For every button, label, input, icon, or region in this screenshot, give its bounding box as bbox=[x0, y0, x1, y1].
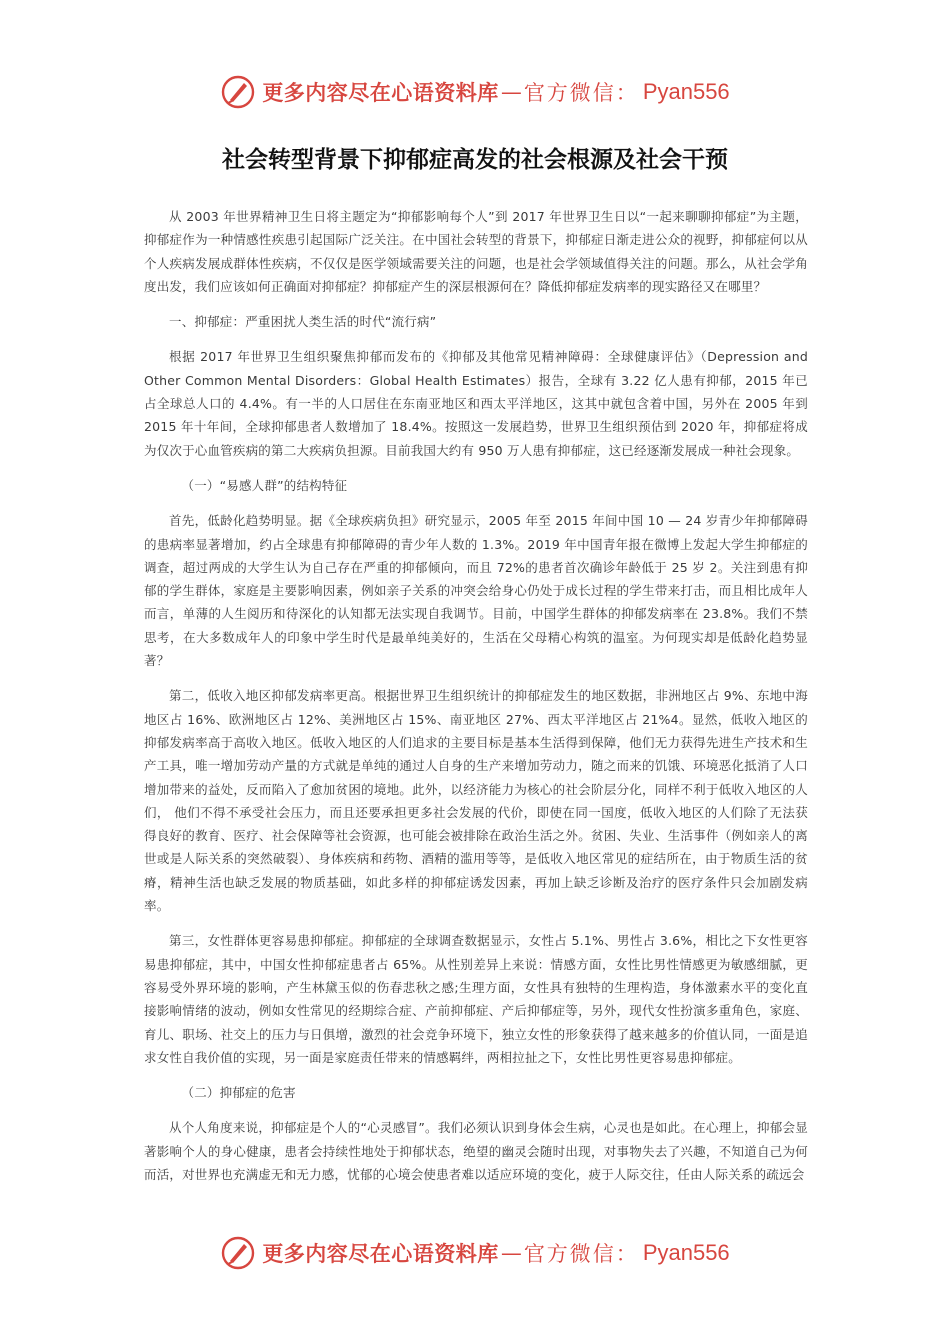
footer-banner bbox=[0, 1233, 950, 1273]
header-banner bbox=[0, 72, 950, 112]
quill-logo-icon bbox=[220, 1235, 256, 1271]
body-paragraph: 根据 2017 年世界卫生组织聚焦抑郁而发布的《抑郁及其他常见精神障碍：全球健康评估》（Depression and Other Common Mental Disorders：Global Health Estimates）报告，全球有 3.22 亿人患有抑郁，2015 年已占全球总人口的 4.4%。有一半的人口居住在东南亚地区和西太平洋地区，这其中就包含着中国，另外在 2005 年到 2015 年十年间，全球抑郁患者人数增加了 18.4%。按照这一发展趋势，世界卫生组织预估到 2020 年，抑郁症将成为仅次于心血管疾病的第二大疾病负担源。目前我国大约有 950 万人患有抑郁症，这已经逐渐发展成一种社会现象。 bbox=[144, 349, 808, 458]
body-paragraph: 第二，低收入地区抑郁发病率更高。根据世界卫生组织统计的抑郁症发生的地区数据，非洲地区占 9%、东地中海地区占 16%、欧洲地区占 12%、美洲地区占 15%、南亚地区 27%、西太平洋地区占 21%4。显然，低收入地区的抑郁发病率高于高收入地区。低收入地区的人们追求的主要目标是基本生活得到保障，他们无力获得先进生产技术和生产工具，唯一增加劳动产量的方式就是单纯的通过人自身的生产来增加劳动力，随之而来的饥饿、环境恶化抵消了人口增加带来的益处，反而陷入了愈加贫困的境地。此外，以经济能力为核心的社会阶层分化，同样不利于低收入地区的人们， 他们不得不承受社会压力，而且还要承担更多社会发展的代价，即使在同一国度，低收入地区的人们除了无法获得良好的教育、医疗、社会保障等社会资源，也可能会被排除在政治生活之外。贫困、失业、生活事件（例如亲人的离世或是人际关系的突然破裂）、身体疾病和药物、酒精的滥用等等，是低收入地区常见的症结所在，由于物质生活的贫瘠，精神生活也缺乏发展的物质基础，如此多样的抑郁症诱发因素，再加上缺乏诊断及治疗的医疗条件只会加剧发病率。 bbox=[144, 688, 808, 914]
subsection-heading-2: （二）抑郁症的危害 bbox=[181, 1085, 296, 1101]
banner-wechat-id: Pyan556 bbox=[642, 79, 730, 104]
body-paragraph: 从个人角度来说，抑郁症是个人的“心灵感冒”。我们必须认识到身体会生病，心灵也是如此。在心理上，抑郁会显著影响个人的身心健康，患者会持续性地处于抑郁状态，绝望的幽灵会随时出现，对事物失去了兴趣，不知道自己为何而活，对世界也充满虚无和无力感，忧郁的心境会使患者难以适应环境的变化，疲于人际交往，任由人际关系的疏远会 bbox=[144, 1120, 808, 1182]
banner-wechat-id: Pyan556 bbox=[642, 1240, 730, 1265]
banner-wechat-label: 官方微信： bbox=[523, 1242, 639, 1266]
banner-text: 更多内容尽在心语资料库 bbox=[262, 80, 499, 105]
banner-dash: — bbox=[500, 1241, 522, 1265]
body-paragraph: 首先，低龄化趋势明显。据《全球疾病负担》研究显示，2005 年至 2015 年间中国 10 — 24 岁青少年抑郁障碍的患病率显著增加，约占全球患有抑郁障碍的青少年人数的 1.3%。2019 年中国青年报在微博上发起大学生抑郁症的调查，超过两成的大学生认为自己存在严重的抑郁倾向，而且 72%的患者首次确诊年龄低于 25 岁 2。关注到患有抑郁的学生群体，家庭是主要影响因素，例如亲子关系的冲突会给身心仍处于成长过程的学生带来打击，而且相比成年人而言，单薄的人生阅历和待深化的认知都无法实现自我调节。目前，中国学生群体的抑郁发病率在 23.8%。我们不禁思考，在大多数成年人的印象中学生时代是最单纯美好的，生活在父母精心构筑的温室。为何现实却是低龄化趋势显著？ bbox=[144, 513, 808, 669]
document-body bbox=[144, 205, 808, 1198]
banner-dash: — bbox=[500, 80, 522, 104]
document-title: 社会转型背景下抑郁症高发的社会根源及社会干预 bbox=[222, 147, 728, 173]
subsection-heading-1: （一）“易感人群”的结构特征 bbox=[181, 477, 348, 493]
quill-logo-icon bbox=[220, 74, 256, 110]
section-heading-1: 一、抑郁症：严重困扰人类生活的时代“流行病” bbox=[169, 314, 437, 330]
banner-wechat-label: 官方微信： bbox=[523, 81, 639, 105]
intro-paragraph: 从 2003 年世界精神卫生日将主题定为“抑郁影响每个人”到 2017 年世界卫生日以“一起来聊聊抑郁症”为主题，抑郁症作为一种情感性疾患引起国际广泛关注。在中国社会转型的背景下，抑郁症日渐走进公众的视野，抑郁症何以从个人疾病发展成群体性疾病，不仅仅是医学领域需要关注的问题，也是社会学领域值得关注的问题。那么，从社会学角度出发，我们应该如何正确面对抑郁症？抑郁症产生的深层根源何在？降低抑郁症发病率的现实路径又在哪里？ bbox=[144, 209, 808, 294]
body-paragraph: 第三，女性群体更容易患抑郁症。抑郁症的全球调查数据显示，女性占 5.1%、男性占 3.6%，相比之下女性更容易患抑郁症，其中，中国女性抑郁症患者占 65%。从性别差异上来说：情感方面，女性比男性情感更为敏感细腻，更容易受外界环境的影响，产生林黛玉似的伤春悲秋之感;生理方面，女性具有独特的生理构造，身体激素水平的变化直接影响情绪的波动，例如女性常见的经期综合症、产前抑郁症、产后抑郁症等，另外，现代女性扮演多重角色，家庭、育儿、职场、社交上的压力与日俱增，激烈的社会竞争环境下，独立女性的形象获得了越来越多的价值认同，一面是追求女性自我价值的实现，另一面是家庭责任带来的情感羁绊，两相拉扯之下，女性比男性更容易患抑郁症。 bbox=[144, 933, 808, 1065]
banner-text: 更多内容尽在心语资料库 bbox=[262, 1241, 499, 1266]
